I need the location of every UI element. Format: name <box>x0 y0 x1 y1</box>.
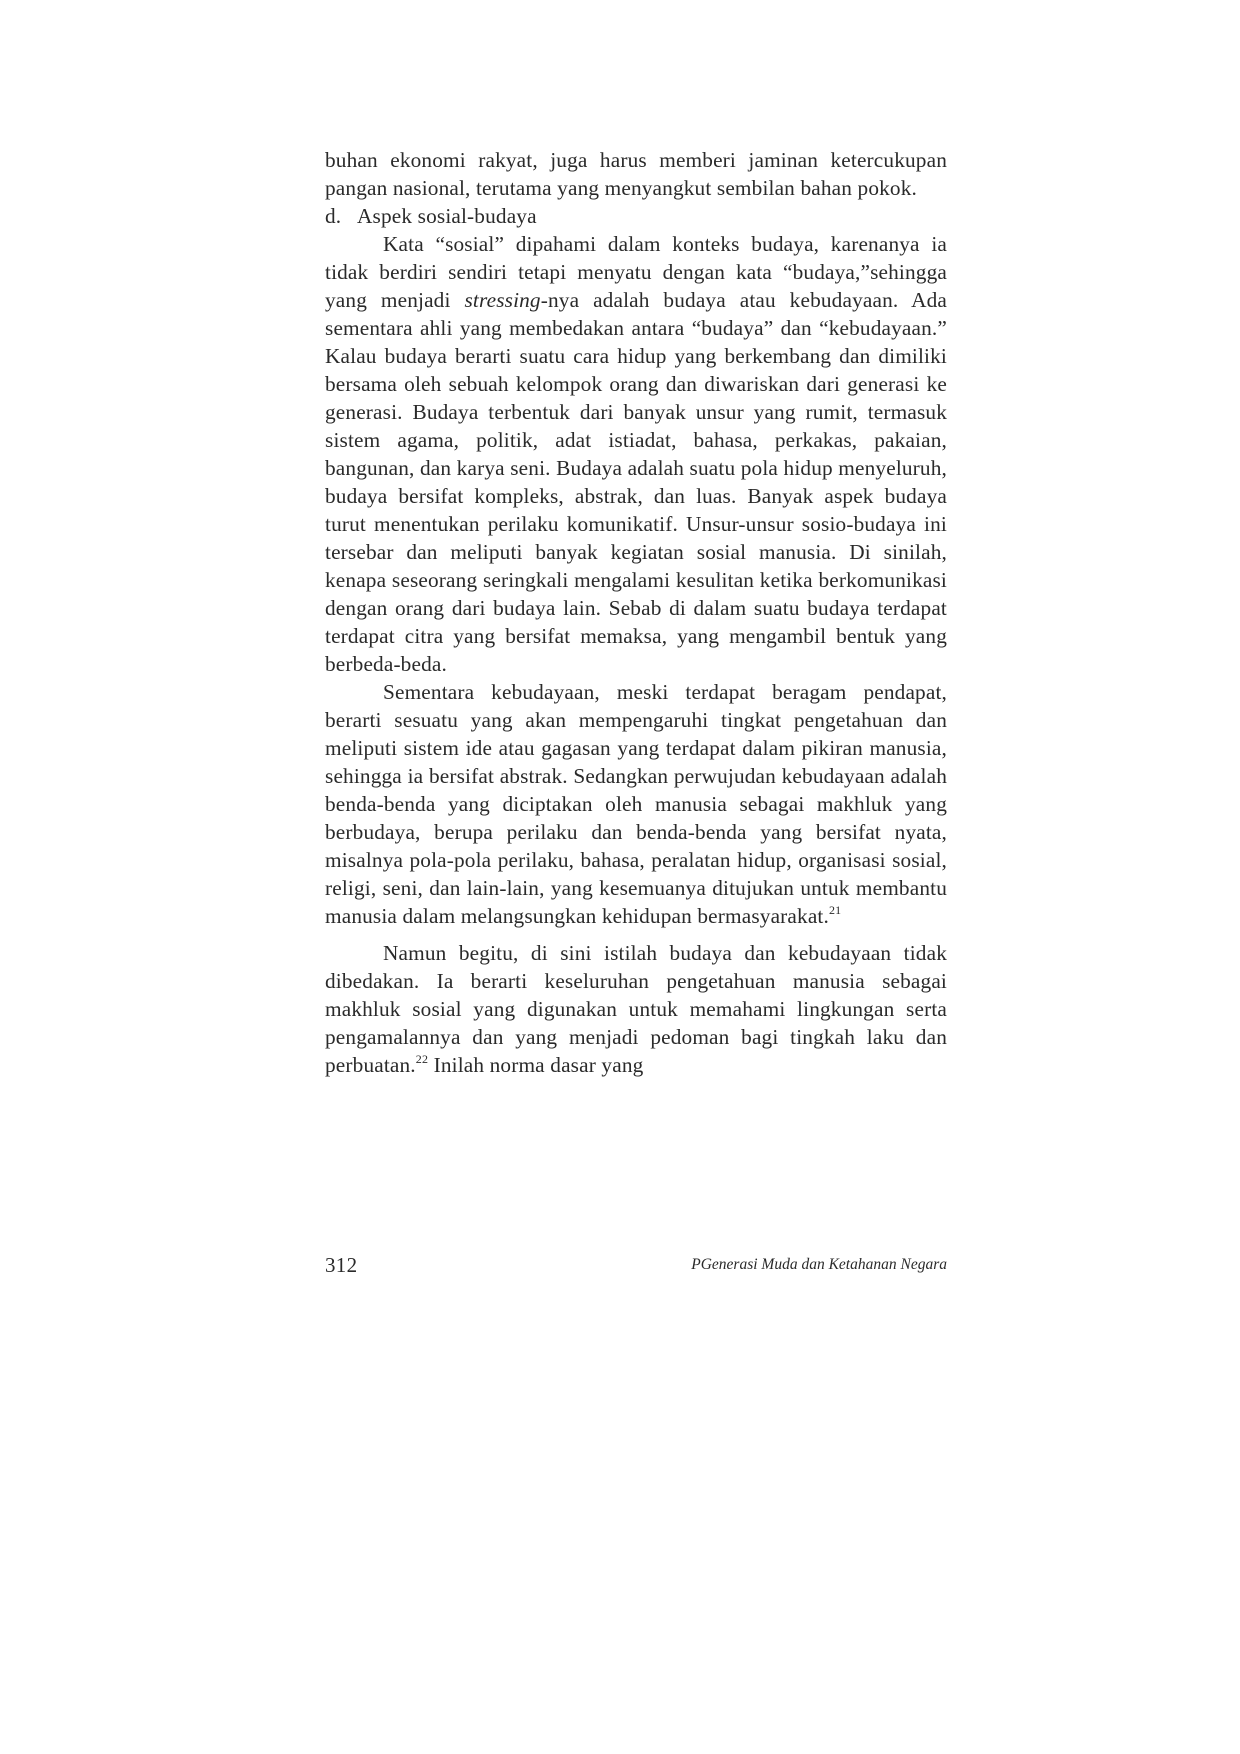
paragraph-continued: buhan ekonomi rakyat, juga harus memberi jaminan ketercukupan pangan nasional, terutama yang menyangkut sembilan bahan pokok. <box>325 148 947 200</box>
paragraph-text: Inilah norma dasar yang <box>428 1053 644 1077</box>
body-text <box>325 146 947 1079</box>
page-number: 312 <box>325 1253 358 1277</box>
paragraph-sosial-budaya <box>325 230 947 678</box>
paragraph-text: Sementara kebudayaan, meski terdapat beragam pendapat, berarti sesuatu yang akan mempengaruhi tingkat pengetahuan dan meliputi sistem ide atau gagasan yang terdapat dalam pikiran manusia, sehingga ia bersifat abstrak. Sedangkan perwujudan kebudayaan adalah benda-benda yang diciptakan oleh manusia sebagai makhluk yang berbudaya, berupa perilaku dan benda-benda yang bersifat nyata, misalnya pola-pola perilaku, bahasa, peralatan hidup, organisasi sosial, religi, seni, dan lain-lain, yang kesemuanya ditujukan untuk membantu manusia dalam melangsungkan kehidupan bermasyarakat. <box>325 680 947 928</box>
section-heading <box>325 202 947 230</box>
paragraph-text: Namun begitu, di sini istilah budaya dan kebudayaan tidak dibedakan. Ia berarti keseluruhan pengetahuan manusia sebagai makhluk sosial yang digunakan untuk memahami lingkungan serta pengamalannya dan yang menjadi pedoman bagi tingkah laku dan perbuatan. <box>325 941 947 1077</box>
footnote-ref-21: 21 <box>828 902 842 917</box>
section-heading-text: Aspek sosial-budaya <box>357 204 537 228</box>
paragraph-text: -nya adalah budaya atau kebudayaan. Ada sementara ahli yang membedakan antara “budaya” dan “kebudayaan.” Kalau budaya berarti suatu cara hidup yang berkembang dan dimiliki bersama oleh sebuah kelompok orang dan diwariskan dari generasi ke generasi. Budaya terbentuk dari banyak unsur yang rumit, termasuk sistem agama, politik, adat istiadat, bahasa, perkakas, pakaian, bangunan, dan karya seni. Budaya adalah suatu pola hidup menyeluruh, budaya bersifat kompleks, abstrak, dan luas. Banyak aspek budaya turut menentukan perilaku komunikatif. Unsur-unsur sosio-budaya ini tersebar dan meliputi banyak kegiatan sosial manusia. Di sinilah, kenapa seseorang seringkali mengalami kesulitan ketika berkomunikasi dengan orang dari budaya lain. Sebab di dalam suatu budaya terdapat terdapat citra yang bersifat memaksa, yang mengambil bentuk yang berbeda-beda. <box>325 288 947 676</box>
running-title: PGenerasi Muda dan Ketahanan Negara <box>691 1256 947 1273</box>
paragraph-text: Kata “sosial” dipahami dalam konteks budaya, karenanya ia tidak berdiri sendiri tetapi menyatu dengan kata “budaya,”sehingga yang menjadi <box>325 232 947 312</box>
footnote-ref-22: 22 <box>415 1051 429 1066</box>
paragraph-kebudayaan <box>325 678 947 930</box>
italic-term: stressing <box>464 288 541 312</box>
section-marker: d. <box>325 204 342 228</box>
page-footer <box>325 1253 947 1283</box>
paragraph-namun-begitu <box>325 939 947 1079</box>
